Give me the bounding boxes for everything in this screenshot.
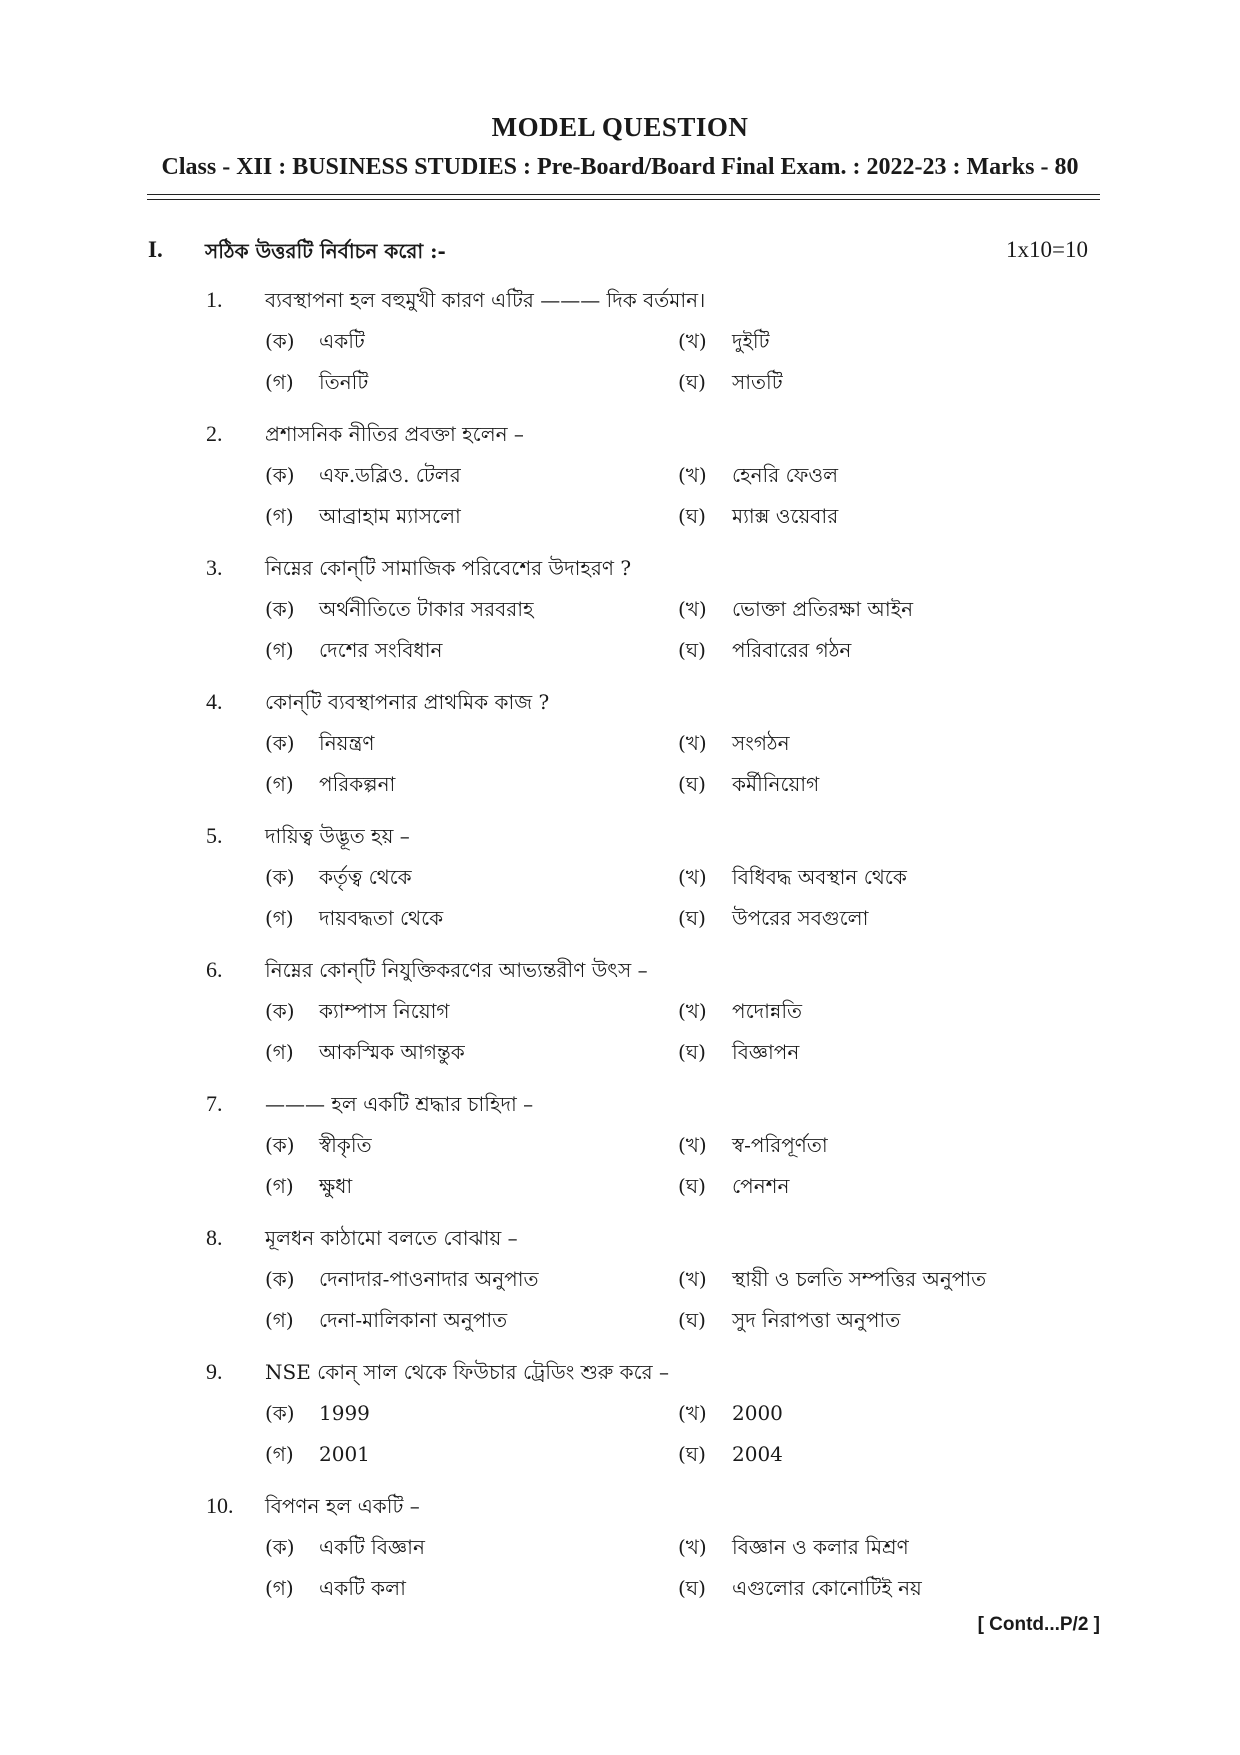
continued-note: [ Contd...P/2 ]	[977, 1614, 1100, 1635]
option-text: 2004	[732, 1442, 783, 1466]
option-text: দায়বদ্ধতা থেকে	[319, 906, 444, 930]
option-label: (খ)	[678, 597, 707, 621]
question-text: কোন্‌টি ব্যবস্থাপনার প্রাথমিক কাজ ?	[265, 690, 550, 714]
question-text: ——— হল একটি শ্রদ্ধার চাহিদা –	[265, 1092, 534, 1116]
option-text: স্ব-পরিপূর্ণতা	[732, 1133, 828, 1157]
option-text: এফ.ডব্লিও. টেলর	[319, 463, 461, 487]
option-label: (ঘ)	[678, 906, 706, 930]
option-item	[678, 770, 819, 803]
option-item	[265, 595, 534, 628]
option-text: অর্থনীতিতে টাকার সরবরাহ	[319, 597, 534, 621]
option-label: (ঘ)	[678, 1308, 706, 1332]
option-item	[265, 327, 365, 360]
option-label: (ক)	[265, 865, 295, 889]
option-text: ভোক্তা প্রতিরক্ষা আইন	[732, 597, 914, 621]
option-text: পেনশন	[732, 1174, 790, 1198]
option-label: (খ)	[678, 731, 707, 755]
option-item	[265, 1265, 539, 1298]
option-item	[265, 863, 412, 896]
question-number: 3.	[206, 555, 223, 580]
option-text: বিজ্ঞান ও কলার মিশ্রণ	[732, 1535, 909, 1559]
option-label: (ক)	[265, 731, 295, 755]
question-number: 8.	[206, 1225, 223, 1250]
option-item	[265, 770, 395, 803]
option-item	[678, 904, 868, 937]
option-item	[678, 1399, 783, 1432]
option-label: (ঘ)	[678, 1442, 706, 1466]
option-text: পরিকল্পনা	[319, 772, 396, 796]
option-item	[678, 1440, 783, 1473]
header-rule-top	[147, 194, 1100, 195]
option-item	[678, 1533, 909, 1566]
option-text: দেনা-মালিকানা অনুপাত	[319, 1308, 508, 1332]
option-item	[265, 636, 442, 669]
option-label: (ঘ)	[678, 370, 706, 394]
option-text: পরিবারের গঠন	[732, 638, 852, 662]
exam-title: MODEL QUESTION	[491, 112, 749, 142]
header-rule-bottom	[147, 199, 1100, 200]
option-item	[265, 461, 461, 494]
option-text: 1999	[319, 1401, 370, 1425]
option-label: (গ)	[265, 638, 294, 662]
option-item	[678, 595, 913, 628]
option-item	[678, 327, 770, 360]
option-label: (গ)	[265, 504, 294, 528]
option-label: (খ)	[678, 1535, 707, 1559]
option-text: বিজ্ঞাপন	[732, 1040, 800, 1064]
option-item	[678, 368, 783, 401]
question-number: 6.	[206, 957, 223, 982]
option-item	[265, 1038, 465, 1071]
question-text: দায়িত্ব উদ্ভূত হয় –	[265, 824, 410, 848]
option-label: (ঘ)	[678, 1040, 706, 1064]
section-marks: 1x10=10	[1006, 237, 1088, 262]
option-label: (ক)	[265, 999, 295, 1023]
option-item	[265, 904, 443, 937]
option-item	[265, 502, 461, 535]
option-text: বিধিবদ্ধ অবস্থান থেকে	[732, 865, 907, 889]
option-text: কর্তৃত্ব থেকে	[319, 865, 412, 889]
option-item	[265, 1131, 372, 1164]
option-text: একটি কলা	[319, 1576, 406, 1600]
option-text: উপরের সবগুলো	[732, 906, 869, 930]
option-label: (খ)	[678, 329, 707, 353]
option-label: (ক)	[265, 597, 295, 621]
option-text: নিয়ন্ত্রণ	[319, 731, 375, 755]
option-item	[678, 1574, 922, 1607]
question-text: মূলধন কাঠামো বলতে বোঝায় –	[265, 1226, 518, 1250]
option-item	[678, 636, 851, 669]
question-text: বিপণন হল একটি –	[265, 1494, 420, 1518]
option-label: (গ)	[265, 1442, 294, 1466]
option-text: স্থায়ী ও চলতি সম্পত্তির অনুপাত	[732, 1267, 987, 1291]
question-text: ব্যবস্থাপনা হল বহুমুখী কারণ এটির ——— দিক বর্তমান।	[265, 288, 706, 312]
section-title: সঠিক উত্তরটি নির্বাচন করো :-	[205, 239, 446, 263]
question-number: 7.	[206, 1091, 223, 1116]
option-item	[265, 1399, 370, 1432]
option-text: হেনরি ফেওল	[732, 463, 838, 487]
option-item	[265, 1172, 352, 1205]
option-text: তিনটি	[319, 370, 369, 394]
option-item	[678, 1172, 789, 1205]
option-text: 2001	[319, 1442, 370, 1466]
option-label: (গ)	[265, 906, 294, 930]
option-text: কর্মীনিয়োগ	[732, 772, 820, 796]
option-label: (গ)	[265, 772, 294, 796]
option-label: (খ)	[678, 463, 707, 487]
option-label: (ঘ)	[678, 638, 706, 662]
option-item	[678, 1306, 900, 1339]
option-label: (গ)	[265, 1174, 294, 1198]
option-text: দেশের সংবিধান	[319, 638, 443, 662]
option-item	[678, 1038, 799, 1071]
option-text: আব্রাহাম ম্যাসলো	[319, 504, 461, 528]
option-label: (ক)	[265, 1267, 295, 1291]
option-text: সংগঠন	[732, 731, 790, 755]
question-text: নিম্নের কোন্‌টি সামাজিক পরিবেশের উদাহরণ ?	[265, 556, 632, 580]
option-item	[265, 1574, 406, 1607]
question-text: প্রশাসনিক নীতির প্রবক্তা হলেন –	[265, 422, 524, 446]
option-item	[678, 1131, 828, 1164]
option-label: (খ)	[678, 1267, 707, 1291]
option-text: ক্যাম্পাস নিয়োগ	[319, 999, 450, 1023]
option-item	[678, 729, 790, 762]
option-label: (ক)	[265, 1133, 295, 1157]
option-item	[265, 1306, 507, 1339]
question-text: নিম্নের কোন্‌টি নিযুক্তিকরণের আভ্যন্তরীণ উৎস –	[265, 958, 648, 982]
option-item	[678, 461, 838, 494]
question-number: 5.	[206, 823, 223, 848]
option-label: (ক)	[265, 463, 295, 487]
option-item	[265, 1533, 425, 1566]
question-number: 9.	[206, 1359, 223, 1384]
option-label: (খ)	[678, 1133, 707, 1157]
option-label: (খ)	[678, 1401, 707, 1425]
option-text: একটি	[319, 329, 365, 353]
option-label: (গ)	[265, 1040, 294, 1064]
option-text: ম্যাক্স ওয়েবার	[732, 504, 839, 528]
question-text: NSE কোন্ সাল থেকে ফিউচার ট্রেডিং শুরু করে –	[265, 1360, 669, 1384]
option-label: (ঘ)	[678, 772, 706, 796]
option-item	[265, 729, 374, 762]
option-item	[265, 1440, 370, 1473]
option-text: একটি বিজ্ঞান	[319, 1535, 425, 1559]
option-label: (খ)	[678, 865, 707, 889]
option-text: সুদ নিরাপত্তা অনুপাত	[732, 1308, 901, 1332]
option-text: দেনাদার-পাওনাদার অনুপাত	[319, 1267, 539, 1291]
option-label: (গ)	[265, 370, 294, 394]
option-label: (ঘ)	[678, 1174, 706, 1198]
option-item	[678, 997, 802, 1030]
option-label: (ক)	[265, 1401, 295, 1425]
question-number: 4.	[206, 689, 223, 714]
option-text: আকস্মিক আগন্তুক	[319, 1040, 465, 1064]
question-number: 1.	[206, 287, 223, 312]
question-number: 2.	[206, 421, 223, 446]
option-text: ক্ষুধা	[319, 1174, 353, 1198]
option-label: (ঘ)	[678, 1576, 706, 1600]
option-label: (গ)	[265, 1308, 294, 1332]
option-item	[678, 502, 838, 535]
option-text: পদোন্নতি	[732, 999, 803, 1023]
option-label: (ঘ)	[678, 504, 706, 528]
question-number: 10.	[206, 1493, 234, 1518]
option-label: (গ)	[265, 1576, 294, 1600]
option-item	[678, 1265, 986, 1298]
section-number: I.	[148, 237, 163, 262]
option-text: দুইটি	[732, 329, 770, 353]
option-text: 2000	[732, 1401, 783, 1425]
option-label: (খ)	[678, 999, 707, 1023]
option-text: এগুলোর কোনোটিই নয়	[732, 1576, 922, 1600]
option-item	[678, 863, 907, 896]
option-text: স্বীকৃতি	[319, 1133, 372, 1157]
option-text: সাতটি	[732, 370, 783, 394]
option-label: (ক)	[265, 329, 295, 353]
option-label: (ক)	[265, 1535, 295, 1559]
option-item	[265, 997, 450, 1030]
option-item	[265, 368, 368, 401]
exam-subtitle: Class - XII : BUSINESS STUDIES : Pre-Board/Board Final Exam. : 2022-23 : Marks - 80	[161, 154, 1079, 180]
